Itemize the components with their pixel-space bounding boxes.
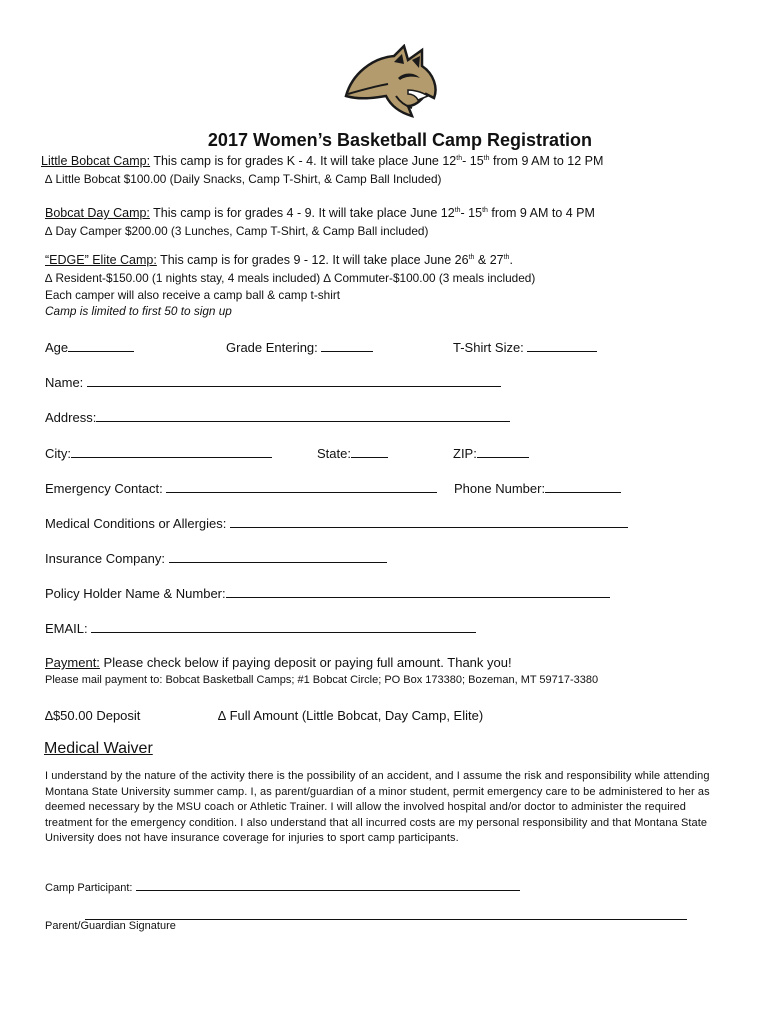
waiver-heading: Medical Waiver — [44, 740, 153, 757]
state-label: State: — [317, 446, 351, 461]
city-field[interactable] — [45, 445, 272, 461]
participant-field[interactable] — [45, 878, 520, 894]
bobcat-day-desc-mid: - 15 — [460, 206, 483, 220]
medical-label: Medical Conditions or Allergies: — [45, 516, 227, 531]
full-amount-option[interactable]: ∆ Full Amount (Little Bobcat, Day Camp, Elite) — [218, 708, 484, 723]
bobcat-day-price: ∆ Day Camper $200.00 (3 Lunches, Camp T-Shirt, & Camp Ball included) — [45, 224, 429, 238]
age-label: Age — [45, 340, 69, 355]
zip-field[interactable] — [453, 445, 529, 461]
policy-field[interactable] — [45, 585, 610, 601]
deposit-option[interactable]: ∆$50.00 Deposit — [45, 708, 141, 723]
little-bobcat-price: ∆ Little Bobcat $100.00 (Daily Snacks, Camp T-Shirt, & Camp Ball Included) — [45, 172, 442, 186]
phone-field[interactable] — [454, 480, 621, 496]
state-field[interactable] — [317, 445, 388, 461]
payment-mail: Please mail payment to: Bobcat Basketball Camps; #1 Bobcat Circle; PO Box 173380; Bozeman, MT 59717-3380 — [45, 674, 599, 686]
city-label: City: — [45, 446, 71, 461]
medical-input[interactable] — [230, 515, 628, 528]
sup: th — [483, 154, 490, 162]
age-field[interactable] — [45, 339, 134, 355]
little-bobcat-desc-mid: - 15 — [462, 154, 484, 168]
phone-input[interactable] — [545, 480, 621, 493]
policy-input[interactable] — [226, 585, 610, 598]
payment-line — [45, 655, 512, 670]
city-input[interactable] — [71, 445, 272, 458]
address-field[interactable] — [45, 409, 510, 425]
bobcat-day-desc: This camp is for grades 4 - 9. It will take place June 12 — [149, 206, 455, 220]
emergency-label: Emergency Contact: — [45, 481, 163, 496]
medical-field[interactable] — [45, 515, 628, 531]
address-label: Address: — [45, 410, 97, 425]
sup: th — [482, 206, 488, 214]
insurance-field[interactable] — [45, 550, 387, 566]
emergency-field[interactable] — [45, 480, 437, 496]
tshirt-field[interactable] — [453, 339, 597, 355]
email-label: EMAIL: — [45, 621, 88, 636]
edge-heading: “EDGE” Elite Camp: — [45, 253, 157, 267]
insurance-input[interactable] — [169, 550, 387, 563]
little-bobcat-desc-after: from 9 AM to 12 PM — [489, 154, 604, 168]
sup: th — [454, 206, 461, 214]
tshirt-input[interactable] — [527, 339, 597, 352]
bobcat-day-desc-after: from 9 AM to 4 PM — [487, 206, 595, 220]
little-bobcat-heading: Little Bobcat Camp: — [41, 154, 151, 168]
name-field[interactable] — [45, 374, 501, 390]
name-label: Name: — [45, 375, 84, 390]
edge-limit: Camp is limited to first 50 to sign up — [45, 304, 232, 318]
age-input[interactable] — [68, 339, 134, 352]
little-bobcat-desc: This camp is for grades K - 4. It will take place June 12 — [150, 154, 457, 168]
participant-label: Camp Participant: — [45, 882, 133, 894]
page-title: 2017 Women’s Basketball Camp Registration — [207, 130, 593, 150]
bobcat-logo-icon — [338, 44, 442, 118]
sup: th — [468, 253, 475, 261]
tshirt-label: T-Shirt Size: — [453, 340, 524, 355]
grade-label: Grade Entering: — [226, 340, 318, 355]
emergency-input[interactable] — [166, 480, 437, 493]
phone-label: Phone Number: — [454, 481, 546, 496]
little-bobcat-line — [41, 154, 603, 168]
payment-text: Please check below if paying deposit or paying full amount. Thank you! — [99, 655, 512, 670]
email-input[interactable] — [91, 620, 476, 633]
participant-input[interactable] — [136, 878, 520, 891]
policy-label: Policy Holder Name & Number: — [45, 586, 226, 601]
sup: th — [503, 253, 510, 261]
edge-line — [45, 253, 513, 267]
payment-heading: Payment: — [45, 655, 100, 670]
edge-note: Each camper will also receive a camp ball & camp t-shirt — [45, 288, 341, 302]
address-input[interactable] — [96, 409, 510, 422]
zip-label: ZIP: — [453, 446, 477, 461]
bobcat-day-heading: Bobcat Day Camp: — [45, 206, 150, 220]
edge-desc-after: . — [509, 253, 513, 267]
grade-input[interactable] — [321, 339, 373, 352]
name-input[interactable] — [87, 374, 501, 387]
zip-input[interactable] — [477, 445, 529, 458]
email-field[interactable] — [45, 620, 476, 636]
sup: th — [456, 154, 463, 162]
edge-desc: This camp is for grades 9 - 12. It will take place June 26 — [156, 253, 469, 267]
grade-field[interactable] — [226, 339, 373, 355]
waiver-text: I understand by the nature of the activity there is the possibility of an accident, and I assume the risk and responsibility while attending Montana State University summer camp. I, as parent/guardian of a minor student, permit emergency care to be administered to her as deemed necessary by the MSU coach or Athletic Trainer. I will allow the involved hospital and/or doctor to administer the required treatment for the emergency condition. I also understand that all incurred costs are my personal responsibility and that Montana State University does not have insurance coverage for injuries to sport camp participants. — [45, 770, 710, 844]
edge-desc-mid: & 27 — [474, 253, 504, 267]
state-input[interactable] — [351, 445, 388, 458]
edge-price: ∆ Resident-$150.00 (1 nights stay, 4 meals included) ∆ Commuter-$100.00 (3 meals included) — [45, 271, 536, 285]
bobcat-day-line — [45, 206, 595, 220]
guardian-label: Parent/Guardian Signature — [45, 920, 176, 932]
insurance-label: Insurance Company: — [45, 551, 165, 566]
